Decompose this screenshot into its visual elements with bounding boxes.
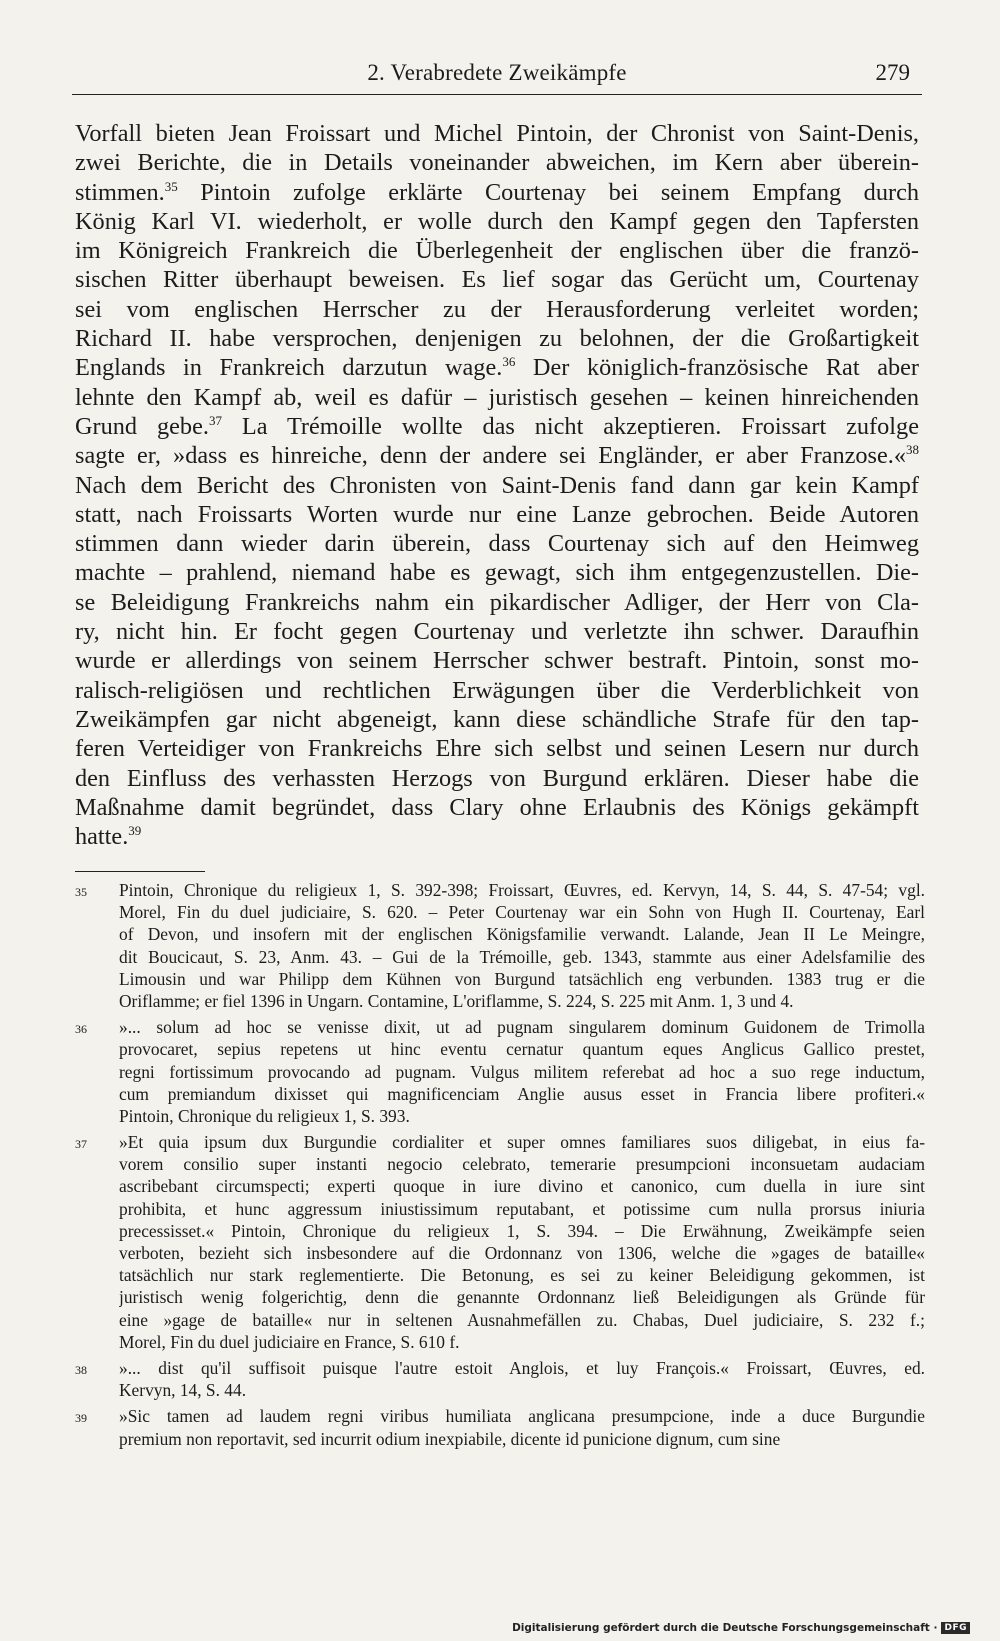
footnote-line: vorem consilio super instanti negocio celebrato, temerarie presumpcioni inconsuetam audaciam <box>119 1154 925 1175</box>
footnote-line: ascribebant circumspecti; experti quoque in iure divino et canonico, cum duella in iure sint <box>119 1176 925 1197</box>
footnote-text <box>119 879 925 1012</box>
footnote-line: »Et quia ipsum dux Burgundie cordialiter et super omnes familiares suos diligebat, in eius fa- <box>119 1132 925 1153</box>
text-line: sagte er, »dass es hinreiche, denn der andere sei Engländer, er aber Franzose.«$^{38}$ <box>75 442 919 470</box>
footnote-line: provocaret, sepius repetens ut hinc eventu cernatur quantum eques Anglicus Gallico prestet, <box>119 1039 925 1060</box>
text-line: feren Verteidiger von Frankreichs Ehre sich selbst und seinen Lesern nur durch <box>75 735 919 763</box>
text-line: wurde er allerdings von seinem Herrscher schwer bestraft. Pintoin, sonst mo- <box>75 647 919 675</box>
footnote-line: prohibita, et hunc aggressum iniustissimum reputabant, et potissime cum nulla prorsus iniuria <box>119 1198 925 1219</box>
footnote <box>75 1405 925 1449</box>
text-line: Richard II. habe versprochen, denjenigen zu belohnen, der die Großartigkeit <box>75 325 919 353</box>
footnote-text <box>119 1405 925 1449</box>
running-title: 2. Verabredete Zweikämpfe <box>367 60 627 85</box>
footnote-line: premium non reportavit, sed incurrit odium inexpiabile, dicente id punicione dignum, cum sine <box>119 1428 781 1449</box>
footnote-line: Oriflamme; er fiel 1396 in Ungarn. Contamine, L'oriflamme, S. 224, S. 225 mit Anm. 1, 3 und 4. <box>119 990 794 1011</box>
text-line: Englands in Frankreich darzutun wage.$^{36}$ Der königlich-französische Rat aber <box>75 354 919 382</box>
text-line: ralisch-religiösen und rechtlichen Erwägungen über die Verderblichkeit von <box>75 676 919 704</box>
page-number: 279 <box>875 60 910 85</box>
footnote-line: »Sic tamen ad laudem regni viribus humiliata anglicana presumpcione, inde a duce Burgundie <box>119 1406 925 1427</box>
footnote-line: precessisset.« Pintoin, Chronique du religieux 1, S. 394. – Die Erwähnung, Zweikämpfe seien <box>119 1220 925 1241</box>
footnote-number: 37 <box>75 1137 87 1152</box>
text-line: im Königreich Frankreich die Überlegenheit der englischen über die franzö- <box>75 237 919 265</box>
footnote-line: tatsächlich nur stark reglementierte. Die Betonung, es sei zu keiner Beleidigung gekommen, ist <box>119 1265 925 1286</box>
text-line: Zweikämpfen gar nicht abgeneigt, kann diese schändliche Strafe für den tap- <box>75 705 919 733</box>
footnote-text <box>119 1016 925 1127</box>
footnote-separator <box>75 871 205 872</box>
footnote-line: »... solum ad hoc se venisse dixit, ut ad pugnam singularem dominum Guidonem de Trimolla <box>119 1017 925 1038</box>
dfg-logo: DFG <box>941 1622 970 1634</box>
footnote-line: Pintoin, Chronique du religieux 1, S. 392-398; Froissart, Œuvres, ed. Kervyn, 14, S. 44, S. 47-54; vgl. <box>119 880 925 900</box>
text-line: zwei Berichte, die in Details voneinander abweichen, im Kern aber überein- <box>75 149 919 177</box>
text-line: se Beleidigung Frankreichs nahm ein pikardischer Adliger, der Herr von Cla- <box>75 588 919 616</box>
footnote-line: verboten, bezieht sich insbesondere auf die Ordonnanz von 1306, welche die »gages de bataille« <box>119 1243 925 1263</box>
footnote <box>75 1016 925 1127</box>
running-head <box>72 58 922 95</box>
footnote-text <box>119 1357 925 1401</box>
text-line: Nach dem Bericht des Chronisten von Saint-Denis fand dann gar kein Kampf <box>75 471 919 499</box>
text-line: lehnte den Kampf ab, weil es dafür – juristisch gesehen – keinen hinreichenden <box>75 383 919 411</box>
text-line: hatte.$^{39}$ <box>75 823 142 851</box>
footnote <box>75 879 925 1012</box>
main-text <box>75 119 919 851</box>
footnote <box>75 1131 925 1353</box>
footnote-line: Pintoin, Chronique du religieux 1, S. 393. <box>119 1105 410 1126</box>
text-line: stimmen.$^{35}$ Pintoin zufolge erklärte Courtenay bei seinem Empfang durch <box>75 178 919 206</box>
footnote-line: of Devon, und insofern mit der englischen Königsfamilie verwandt. Lalande, Jean II Le Meingre, <box>119 924 925 945</box>
text-line: sischen Ritter überhaupt beweisen. Es lief sogar das Gerücht um, Courtenay <box>75 266 919 294</box>
footnote-ref: 37 <box>208 412 222 428</box>
text-line: machte – prahlend, niemand habe es gewagt, sich ihm entgegenzustellen. Die- <box>75 559 919 587</box>
footnote-number: 39 <box>75 1411 87 1426</box>
credit-text: Digitalisierung gefördert durch die Deutsche Forschungsgemeinschaft · <box>512 1622 938 1634</box>
footnote-line: regni fortissimum provocando ad pugnam. Vulgus militem referebat ad hoc a suo rege inductum, <box>119 1061 925 1082</box>
footnote-ref: 36 <box>502 354 516 370</box>
text-line: stimmen dann wieder darin überein, dass Courtenay sich auf den Heimweg <box>75 530 919 558</box>
text-line: Maßnahme damit begründet, dass Clary ohne Erlaubnis des Königs gekämpft <box>75 793 919 821</box>
footnote-ref: 35 <box>164 178 178 194</box>
footnote-ref: 39 <box>128 823 142 839</box>
text-line: ry, nicht hin. Er focht gegen Courtenay und verletzte ihn schwer. Daraufhin <box>75 618 919 646</box>
text-line: König Karl VI. wiederholt, er wolle durch den Kampf gegen den Tapfersten <box>75 207 919 235</box>
text-line: sei vom englischen Herrscher zu der Herausforderung verleitet worden; <box>75 295 919 323</box>
footnote-line: Morel, Fin du duel judiciaire en France, S. 610 f. <box>119 1331 460 1352</box>
text-line: den Einfluss des verhassten Herzogs von Burgund erklären. Dieser habe die <box>75 764 919 792</box>
footnote-number: 36 <box>75 1022 87 1037</box>
footnote-line: eine »gage de bataille« nur in seltenen Ausnahmefällen zu. Chabas, Duel judiciaire, S. 232 f.; <box>119 1309 925 1330</box>
footnote-text <box>119 1131 925 1353</box>
footnote-number: 35 <box>75 885 87 899</box>
footnote-line: Limousin und war Philipp dem Kühnen von Burgund tatsächlich eng verbunden. 1383 trug er die <box>119 968 925 989</box>
digitization-credit <box>512 1622 970 1634</box>
text-line: Vorfall bieten Jean Froissart und Michel Pintoin, der Chronist von Saint-Denis, <box>75 120 919 147</box>
footnote <box>75 1357 925 1401</box>
footnote-line: Morel, Fin du duel judiciaire, S. 620. – Peter Courtenay war ein Sohn von Hugh II. Courtenay, Earl <box>119 902 925 923</box>
text-line: Grund gebe.$^{37}$ La Trémoille wollte das nicht akzeptieren. Froissart zufolge <box>75 412 919 440</box>
footnote-ref: 38 <box>906 442 919 458</box>
footnote-line: cum premiandum dixisset qui magnificenciam Anglie ausus esset in Francia libere profiteri.« <box>119 1083 925 1104</box>
text-line: statt, nach Froissarts Worten wurde nur eine Lanze gebrochen. Beide Autoren <box>75 500 919 528</box>
footnote-number: 38 <box>75 1362 87 1377</box>
footnote-line: »... dist qu'il suffisoit puisque l'autre estoit Anglois, et luy François.« Froissart, Œuvres, ed. <box>119 1357 925 1378</box>
footnotes <box>75 879 925 1450</box>
footnote-line: dit Boucicaut, S. 23, Anm. 43. – Gui de la Trémoille, geb. 1343, stammte aus einer Adelsfamilie des <box>119 946 925 967</box>
footnote-line: Kervyn, 14, S. 44. <box>119 1380 247 1401</box>
footnote-line: juristisch wenig folgerichtig, denn die genannte Ordonnanz ließ Beleidigungen als Gründe für <box>119 1287 925 1308</box>
